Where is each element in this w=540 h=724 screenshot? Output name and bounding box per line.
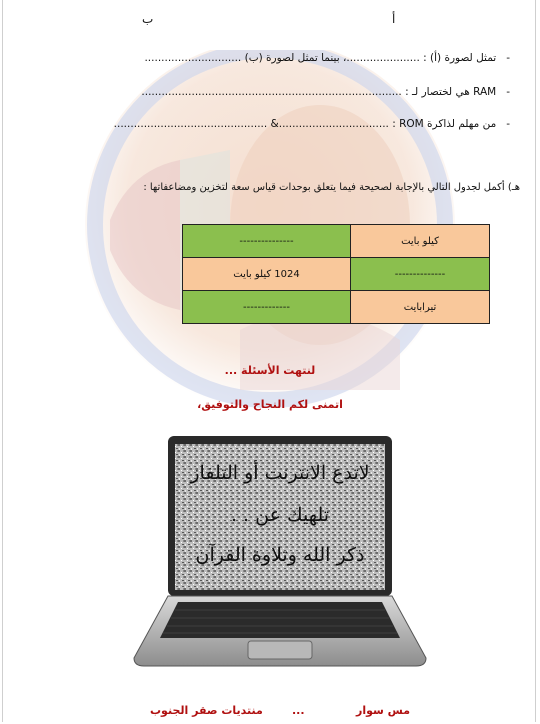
footer-separator: ... bbox=[292, 704, 305, 717]
laptop-illustration bbox=[130, 432, 430, 672]
question-2 bbox=[141, 86, 510, 98]
storage-units-table bbox=[182, 224, 490, 324]
question-1 bbox=[144, 52, 510, 64]
question-text: من مهلم لذاكرة ROM : .................................& .............................................. bbox=[113, 118, 497, 130]
question-text: تمثل لصورة (أ) : ......................، بينما تمثل لصورة (ب) ............................. bbox=[144, 52, 497, 64]
table-cell: 1024 كيلو بايت bbox=[183, 258, 351, 291]
table-row bbox=[183, 225, 490, 258]
bullet-dash: - bbox=[506, 52, 510, 64]
question-text: RAM هي لختصار لـ : .............................................................................. bbox=[141, 86, 497, 98]
bullet-dash: - bbox=[506, 86, 510, 98]
table-cell: كيلو بايت bbox=[351, 225, 490, 258]
table-row bbox=[183, 258, 490, 291]
table-row bbox=[183, 291, 490, 324]
table-cell: -------------- bbox=[351, 258, 490, 291]
table-cell: تيرابايت bbox=[351, 291, 490, 324]
label-b: ب bbox=[142, 12, 154, 26]
screen-line-1: لاتدع الانترنت أو التلفاز bbox=[190, 462, 370, 484]
bullet-dash: - bbox=[506, 118, 510, 130]
screen-line-2: تلهيك عن . . bbox=[230, 504, 330, 526]
closing-line-2: اتمنى لكم النجاح والتوفيق، bbox=[197, 398, 343, 411]
table-cell: --------------- bbox=[183, 225, 351, 258]
footer-forum-name: منتديات صقر الجنوب bbox=[150, 704, 263, 717]
table-cell: ------------- bbox=[183, 291, 351, 324]
table-instruction: هـ) أكمل لجدول التالي بالإجابة لصحيحة فيما يتعلق بوحدات قياس سعة لتخزين ومضاعفاتها : bbox=[143, 182, 520, 193]
closing-line-1: لنتهت الأسئلة ... bbox=[224, 364, 316, 377]
footer-author: مس سوار bbox=[356, 704, 411, 717]
label-a: أ bbox=[392, 12, 396, 26]
question-3 bbox=[114, 118, 510, 130]
screen-line-3: ذكر الله وتلاوة القرآن bbox=[195, 544, 365, 566]
